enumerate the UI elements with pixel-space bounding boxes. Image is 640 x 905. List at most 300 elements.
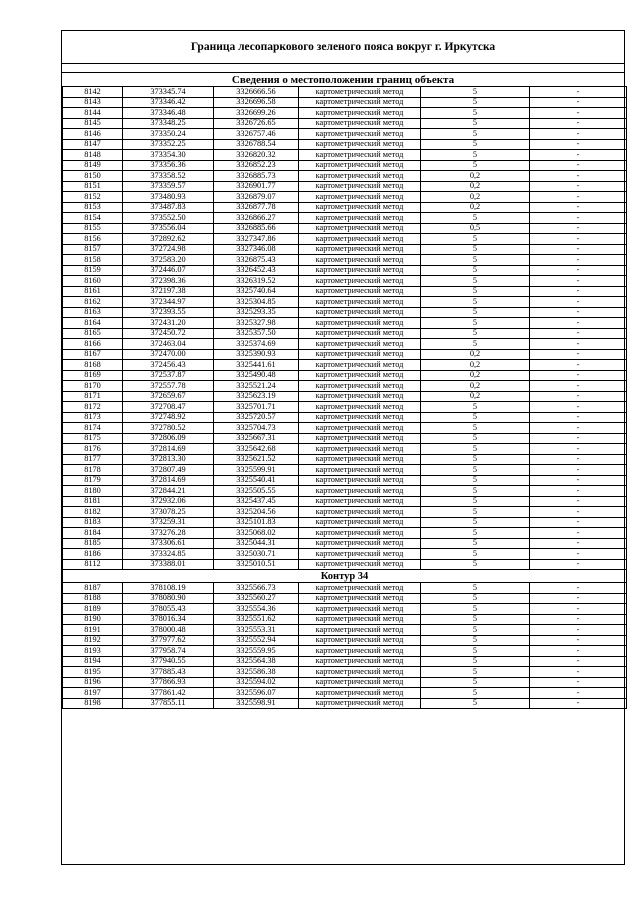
- method-cell: картометрический метод: [299, 339, 421, 350]
- accuracy-cell: 5: [421, 402, 530, 413]
- accuracy-cell: 0,2: [421, 192, 530, 203]
- accuracy-cell: 5: [421, 635, 530, 646]
- x-coordinate-cell: 372814.69: [123, 444, 214, 455]
- accuracy-cell: 5: [421, 423, 530, 434]
- point-number-cell: 8190: [63, 614, 123, 625]
- y-coordinate-cell: 3325521.24: [214, 381, 299, 392]
- y-coordinate-cell: 3325596.07: [214, 688, 299, 699]
- description-cell: -: [530, 625, 627, 636]
- table-row: [63, 97, 627, 108]
- table-row: [63, 677, 627, 688]
- point-number-cell: 8146: [63, 129, 123, 140]
- accuracy-cell: 5: [421, 265, 530, 276]
- method-cell: картометрический метод: [299, 635, 421, 646]
- method-cell: картометрический метод: [299, 87, 421, 98]
- y-coordinate-cell: 3325204.56: [214, 507, 299, 518]
- method-cell: картометрический метод: [299, 192, 421, 203]
- point-number-cell: 8192: [63, 635, 123, 646]
- x-coordinate-cell: 378108.19: [123, 583, 214, 594]
- accuracy-cell: 5: [421, 129, 530, 140]
- method-cell: картометрический метод: [299, 465, 421, 476]
- method-cell: картометрический метод: [299, 391, 421, 402]
- table-row: [63, 604, 627, 615]
- accuracy-cell: 5: [421, 339, 530, 350]
- point-number-cell: 8148: [63, 150, 123, 161]
- y-coordinate-cell: 3325599.91: [214, 465, 299, 476]
- x-coordinate-cell: 372470.00: [123, 349, 214, 360]
- description-cell: -: [530, 171, 627, 182]
- x-coordinate-cell: 373348.25: [123, 118, 214, 129]
- description-cell: -: [530, 688, 627, 699]
- x-coordinate-cell: 372583.20: [123, 255, 214, 266]
- y-coordinate-cell: 3325704.73: [214, 423, 299, 434]
- x-coordinate-cell: 373306.61: [123, 538, 214, 549]
- description-cell: -: [530, 454, 627, 465]
- description-cell: -: [530, 412, 627, 423]
- accuracy-cell: 5: [421, 549, 530, 560]
- table-row: [63, 129, 627, 140]
- description-cell: -: [530, 604, 627, 615]
- method-cell: картометрический метод: [299, 412, 421, 423]
- description-cell: -: [530, 433, 627, 444]
- point-number-cell: 8176: [63, 444, 123, 455]
- x-coordinate-cell: 372780.52: [123, 423, 214, 434]
- contour-heading: Контур 34: [63, 570, 627, 583]
- table-row: [63, 444, 627, 455]
- accuracy-cell: 5: [421, 454, 530, 465]
- x-coordinate-cell: 373078.25: [123, 507, 214, 518]
- y-coordinate-cell: 3325560.27: [214, 593, 299, 604]
- table-row: [63, 635, 627, 646]
- accuracy-cell: 0,2: [421, 181, 530, 192]
- description-cell: -: [530, 150, 627, 161]
- method-cell: картометрический метод: [299, 688, 421, 699]
- y-coordinate-cell: 3325540.41: [214, 475, 299, 486]
- method-cell: картометрический метод: [299, 244, 421, 255]
- method-cell: картометрический метод: [299, 517, 421, 528]
- table-row: [63, 370, 627, 381]
- description-cell: -: [530, 538, 627, 549]
- table-row: [63, 349, 627, 360]
- accuracy-cell: 5: [421, 528, 530, 539]
- accuracy-cell: 5: [421, 276, 530, 287]
- section-subtitle: Сведения о местоположении границ объекта: [231, 74, 455, 86]
- accuracy-cell: 0,2: [421, 381, 530, 392]
- x-coordinate-cell: 372807.49: [123, 465, 214, 476]
- accuracy-cell: 5: [421, 646, 530, 657]
- method-cell: картометрический метод: [299, 507, 421, 518]
- y-coordinate-cell: 3325551.62: [214, 614, 299, 625]
- y-coordinate-cell: 3326699.26: [214, 108, 299, 119]
- x-coordinate-cell: 373552.50: [123, 213, 214, 224]
- method-cell: картометрический метод: [299, 328, 421, 339]
- method-cell: картометрический метод: [299, 614, 421, 625]
- point-number-cell: 8184: [63, 528, 123, 539]
- accuracy-cell: 5: [421, 139, 530, 150]
- point-number-cell: 8143: [63, 97, 123, 108]
- table-row: [63, 118, 627, 129]
- y-coordinate-cell: 3325586.38: [214, 667, 299, 678]
- description-cell: -: [530, 402, 627, 413]
- x-coordinate-cell: 373358.52: [123, 171, 214, 182]
- table-row: [63, 402, 627, 413]
- method-cell: картометрический метод: [299, 213, 421, 224]
- x-coordinate-cell: 373346.42: [123, 97, 214, 108]
- point-number-cell: 8151: [63, 181, 123, 192]
- accuracy-cell: 5: [421, 297, 530, 308]
- y-coordinate-cell: 3325304.85: [214, 297, 299, 308]
- method-cell: картометрический метод: [299, 223, 421, 234]
- method-cell: картометрический метод: [299, 255, 421, 266]
- method-cell: картометрический метод: [299, 108, 421, 119]
- table-row: [63, 381, 627, 392]
- x-coordinate-cell: 372932.06: [123, 496, 214, 507]
- accuracy-cell: 0,2: [421, 171, 530, 182]
- description-cell: -: [530, 129, 627, 140]
- accuracy-cell: 5: [421, 559, 530, 570]
- accuracy-cell: 5: [421, 444, 530, 455]
- description-cell: -: [530, 234, 627, 245]
- method-cell: картометрический метод: [299, 370, 421, 381]
- document-frame: [61, 30, 625, 865]
- point-number-cell: 8163: [63, 307, 123, 318]
- accuracy-cell: 5: [421, 604, 530, 615]
- point-number-cell: 8155: [63, 223, 123, 234]
- y-coordinate-cell: 3325374.69: [214, 339, 299, 350]
- x-coordinate-cell: 377940.55: [123, 656, 214, 667]
- method-cell: картометрический метод: [299, 486, 421, 497]
- y-coordinate-cell: 3325553.31: [214, 625, 299, 636]
- table-row: [63, 244, 627, 255]
- accuracy-cell: 5: [421, 328, 530, 339]
- method-cell: картометрический метод: [299, 538, 421, 549]
- method-cell: картометрический метод: [299, 496, 421, 507]
- table-row: [63, 265, 627, 276]
- table-row: [63, 202, 627, 213]
- accuracy-cell: 5: [421, 87, 530, 98]
- y-coordinate-cell: 3326319.52: [214, 276, 299, 287]
- point-number-cell: 8178: [63, 465, 123, 476]
- x-coordinate-cell: 377855.11: [123, 698, 214, 709]
- point-number-cell: 8168: [63, 360, 123, 371]
- method-cell: картометрический метод: [299, 234, 421, 245]
- point-number-cell: 8175: [63, 433, 123, 444]
- point-number-cell: 8160: [63, 276, 123, 287]
- x-coordinate-cell: 372806.09: [123, 433, 214, 444]
- y-coordinate-cell: 3325552.94: [214, 635, 299, 646]
- point-number-cell: 8144: [63, 108, 123, 119]
- accuracy-cell: 5: [421, 677, 530, 688]
- accuracy-cell: 5: [421, 698, 530, 709]
- table-row: [63, 234, 627, 245]
- accuracy-cell: 5: [421, 538, 530, 549]
- point-number-cell: 8165: [63, 328, 123, 339]
- x-coordinate-cell: 373324.85: [123, 549, 214, 560]
- method-cell: картометрический метод: [299, 593, 421, 604]
- accuracy-cell: 0,2: [421, 370, 530, 381]
- accuracy-cell: 5: [421, 583, 530, 594]
- table-row: [63, 339, 627, 350]
- table-row: [63, 486, 627, 497]
- y-coordinate-cell: 3325594.02: [214, 677, 299, 688]
- accuracy-cell: 5: [421, 475, 530, 486]
- table-row: [63, 549, 627, 560]
- method-cell: картометрический метод: [299, 549, 421, 560]
- table-row: [63, 517, 627, 528]
- method-cell: картометрический метод: [299, 667, 421, 678]
- method-cell: картометрический метод: [299, 181, 421, 192]
- point-number-cell: 8193: [63, 646, 123, 657]
- description-cell: -: [530, 286, 627, 297]
- y-coordinate-cell: 3325642.68: [214, 444, 299, 455]
- accuracy-cell: 5: [421, 465, 530, 476]
- y-coordinate-cell: 3325010.51: [214, 559, 299, 570]
- point-number-cell: 8183: [63, 517, 123, 528]
- x-coordinate-cell: 372393.55: [123, 307, 214, 318]
- y-coordinate-cell: 3325598.91: [214, 698, 299, 709]
- title-spacer: [62, 64, 624, 73]
- table-row: [63, 87, 627, 98]
- method-cell: картометрический метод: [299, 402, 421, 413]
- y-coordinate-cell: 3325720.57: [214, 412, 299, 423]
- table-row: [63, 614, 627, 625]
- point-number-cell: 8185: [63, 538, 123, 549]
- table-row: [63, 454, 627, 465]
- method-cell: картометрический метод: [299, 433, 421, 444]
- y-coordinate-cell: 3325293.35: [214, 307, 299, 318]
- method-cell: картометрический метод: [299, 360, 421, 371]
- x-coordinate-cell: 372892.62: [123, 234, 214, 245]
- table-row: [63, 223, 627, 234]
- y-coordinate-cell: 3326885.73: [214, 171, 299, 182]
- description-cell: -: [530, 213, 627, 224]
- accuracy-cell: 0,2: [421, 202, 530, 213]
- description-cell: -: [530, 265, 627, 276]
- description-cell: -: [530, 255, 627, 266]
- point-number-cell: 8189: [63, 604, 123, 615]
- description-cell: -: [530, 486, 627, 497]
- y-coordinate-cell: 3325505.55: [214, 486, 299, 497]
- y-coordinate-cell: 3325554.36: [214, 604, 299, 615]
- point-number-cell: 8170: [63, 381, 123, 392]
- y-coordinate-cell: 3326788.54: [214, 139, 299, 150]
- method-cell: картометрический метод: [299, 318, 421, 329]
- table-row: [63, 496, 627, 507]
- y-coordinate-cell: 3326866.27: [214, 213, 299, 224]
- point-number-cell: 8112: [63, 559, 123, 570]
- y-coordinate-cell: 3325667.31: [214, 433, 299, 444]
- method-cell: картометрический метод: [299, 656, 421, 667]
- accuracy-cell: 0,2: [421, 391, 530, 402]
- method-cell: картометрический метод: [299, 528, 421, 539]
- description-cell: -: [530, 549, 627, 560]
- method-cell: картометрический метод: [299, 171, 421, 182]
- table-row: [63, 360, 627, 371]
- description-cell: -: [530, 360, 627, 371]
- method-cell: картометрический метод: [299, 307, 421, 318]
- accuracy-cell: 5: [421, 307, 530, 318]
- accuracy-cell: 5: [421, 160, 530, 171]
- table-row: [63, 160, 627, 171]
- x-coordinate-cell: 372748.92: [123, 412, 214, 423]
- y-coordinate-cell: 3325044.31: [214, 538, 299, 549]
- x-coordinate-cell: 373276.28: [123, 528, 214, 539]
- point-number-cell: 8173: [63, 412, 123, 423]
- point-number-cell: 8153: [63, 202, 123, 213]
- y-coordinate-cell: 3326852.23: [214, 160, 299, 171]
- description-cell: -: [530, 517, 627, 528]
- method-cell: картометрический метод: [299, 677, 421, 688]
- point-number-cell: 8154: [63, 213, 123, 224]
- method-cell: картометрический метод: [299, 139, 421, 150]
- y-coordinate-cell: 3325357.50: [214, 328, 299, 339]
- description-cell: -: [530, 276, 627, 287]
- y-coordinate-cell: 3325623.19: [214, 391, 299, 402]
- accuracy-cell: 5: [421, 234, 530, 245]
- table-row: [63, 139, 627, 150]
- x-coordinate-cell: 378000.48: [123, 625, 214, 636]
- y-coordinate-cell: 3326901.77: [214, 181, 299, 192]
- point-number-cell: 8158: [63, 255, 123, 266]
- accuracy-cell: 5: [421, 593, 530, 604]
- accuracy-cell: 0,2: [421, 349, 530, 360]
- x-coordinate-cell: 377861.42: [123, 688, 214, 699]
- description-cell: -: [530, 593, 627, 604]
- method-cell: картометрический метод: [299, 202, 421, 213]
- point-number-cell: 8177: [63, 454, 123, 465]
- table-row: [63, 698, 627, 709]
- x-coordinate-cell: 373354.30: [123, 150, 214, 161]
- x-coordinate-cell: 373480.93: [123, 192, 214, 203]
- description-cell: -: [530, 223, 627, 234]
- point-number-cell: 8198: [63, 698, 123, 709]
- accuracy-cell: 5: [421, 688, 530, 699]
- table-row: [63, 656, 627, 667]
- description-cell: -: [530, 297, 627, 308]
- accuracy-cell: 5: [421, 108, 530, 119]
- description-cell: -: [530, 667, 627, 678]
- point-number-cell: 8197: [63, 688, 123, 699]
- x-coordinate-cell: 373487.83: [123, 202, 214, 213]
- y-coordinate-cell: 3327346.08: [214, 244, 299, 255]
- method-cell: картометрический метод: [299, 276, 421, 287]
- description-cell: -: [530, 97, 627, 108]
- method-cell: картометрический метод: [299, 118, 421, 129]
- point-number-cell: 8145: [63, 118, 123, 129]
- point-number-cell: 8181: [63, 496, 123, 507]
- method-cell: картометрический метод: [299, 444, 421, 455]
- y-coordinate-cell: 3326757.46: [214, 129, 299, 140]
- point-number-cell: 8172: [63, 402, 123, 413]
- description-cell: -: [530, 583, 627, 594]
- x-coordinate-cell: 373352.25: [123, 139, 214, 150]
- x-coordinate-cell: 372344.97: [123, 297, 214, 308]
- point-number-cell: 8164: [63, 318, 123, 329]
- description-cell: -: [530, 423, 627, 434]
- y-coordinate-cell: 3325701.71: [214, 402, 299, 413]
- method-cell: картометрический метод: [299, 160, 421, 171]
- x-coordinate-cell: 377958.74: [123, 646, 214, 657]
- x-coordinate-cell: 373350.24: [123, 129, 214, 140]
- y-coordinate-cell: 3326666.56: [214, 87, 299, 98]
- y-coordinate-cell: 3325437.45: [214, 496, 299, 507]
- description-cell: -: [530, 181, 627, 192]
- point-number-cell: 8174: [63, 423, 123, 434]
- x-coordinate-cell: 372446.07: [123, 265, 214, 276]
- x-coordinate-cell: 372450.72: [123, 328, 214, 339]
- description-cell: -: [530, 391, 627, 402]
- description-cell: -: [530, 318, 627, 329]
- x-coordinate-cell: 373388.01: [123, 559, 214, 570]
- table-row: [63, 583, 627, 594]
- y-coordinate-cell: 3325390.93: [214, 349, 299, 360]
- y-coordinate-cell: 3326875.43: [214, 255, 299, 266]
- point-number-cell: 8162: [63, 297, 123, 308]
- point-number-cell: 8149: [63, 160, 123, 171]
- x-coordinate-cell: 373346.48: [123, 108, 214, 119]
- description-cell: -: [530, 496, 627, 507]
- point-number-cell: 8159: [63, 265, 123, 276]
- x-coordinate-cell: 373345.74: [123, 87, 214, 98]
- method-cell: картометрический метод: [299, 97, 421, 108]
- method-cell: картометрический метод: [299, 625, 421, 636]
- y-coordinate-cell: 3326726.65: [214, 118, 299, 129]
- accuracy-cell: 5: [421, 286, 530, 297]
- x-coordinate-cell: 372844.21: [123, 486, 214, 497]
- method-cell: картометрический метод: [299, 646, 421, 657]
- x-coordinate-cell: 377866.93: [123, 677, 214, 688]
- y-coordinate-cell: 3325564.38: [214, 656, 299, 667]
- point-number-cell: 8196: [63, 677, 123, 688]
- accuracy-cell: 5: [421, 213, 530, 224]
- accuracy-cell: 5: [421, 255, 530, 266]
- point-number-cell: 8161: [63, 286, 123, 297]
- method-cell: картометрический метод: [299, 286, 421, 297]
- x-coordinate-cell: 377977.62: [123, 635, 214, 646]
- description-cell: -: [530, 202, 627, 213]
- accuracy-cell: 5: [421, 517, 530, 528]
- y-coordinate-cell: 3325621.52: [214, 454, 299, 465]
- description-cell: -: [530, 614, 627, 625]
- point-number-cell: 8171: [63, 391, 123, 402]
- accuracy-cell: 5: [421, 433, 530, 444]
- point-number-cell: 8156: [63, 234, 123, 245]
- table-row: [63, 391, 627, 402]
- x-coordinate-cell: 373259.31: [123, 517, 214, 528]
- x-coordinate-cell: 372813.30: [123, 454, 214, 465]
- y-coordinate-cell: 3326877.78: [214, 202, 299, 213]
- accuracy-cell: 5: [421, 656, 530, 667]
- accuracy-cell: 5: [421, 318, 530, 329]
- y-coordinate-cell: 3325740.64: [214, 286, 299, 297]
- y-coordinate-cell: 3325030.71: [214, 549, 299, 560]
- description-cell: -: [530, 528, 627, 539]
- point-number-cell: 8166: [63, 339, 123, 350]
- table-row: [63, 625, 627, 636]
- table-row: [63, 150, 627, 161]
- x-coordinate-cell: 373359.57: [123, 181, 214, 192]
- point-number-cell: 8186: [63, 549, 123, 560]
- table-row: [63, 318, 627, 329]
- accuracy-cell: 5: [421, 150, 530, 161]
- point-number-cell: 8147: [63, 139, 123, 150]
- method-cell: картометрический метод: [299, 559, 421, 570]
- description-cell: -: [530, 339, 627, 350]
- table-row: [63, 108, 627, 119]
- y-coordinate-cell: 3327347.86: [214, 234, 299, 245]
- method-cell: картометрический метод: [299, 150, 421, 161]
- point-number-cell: 8157: [63, 244, 123, 255]
